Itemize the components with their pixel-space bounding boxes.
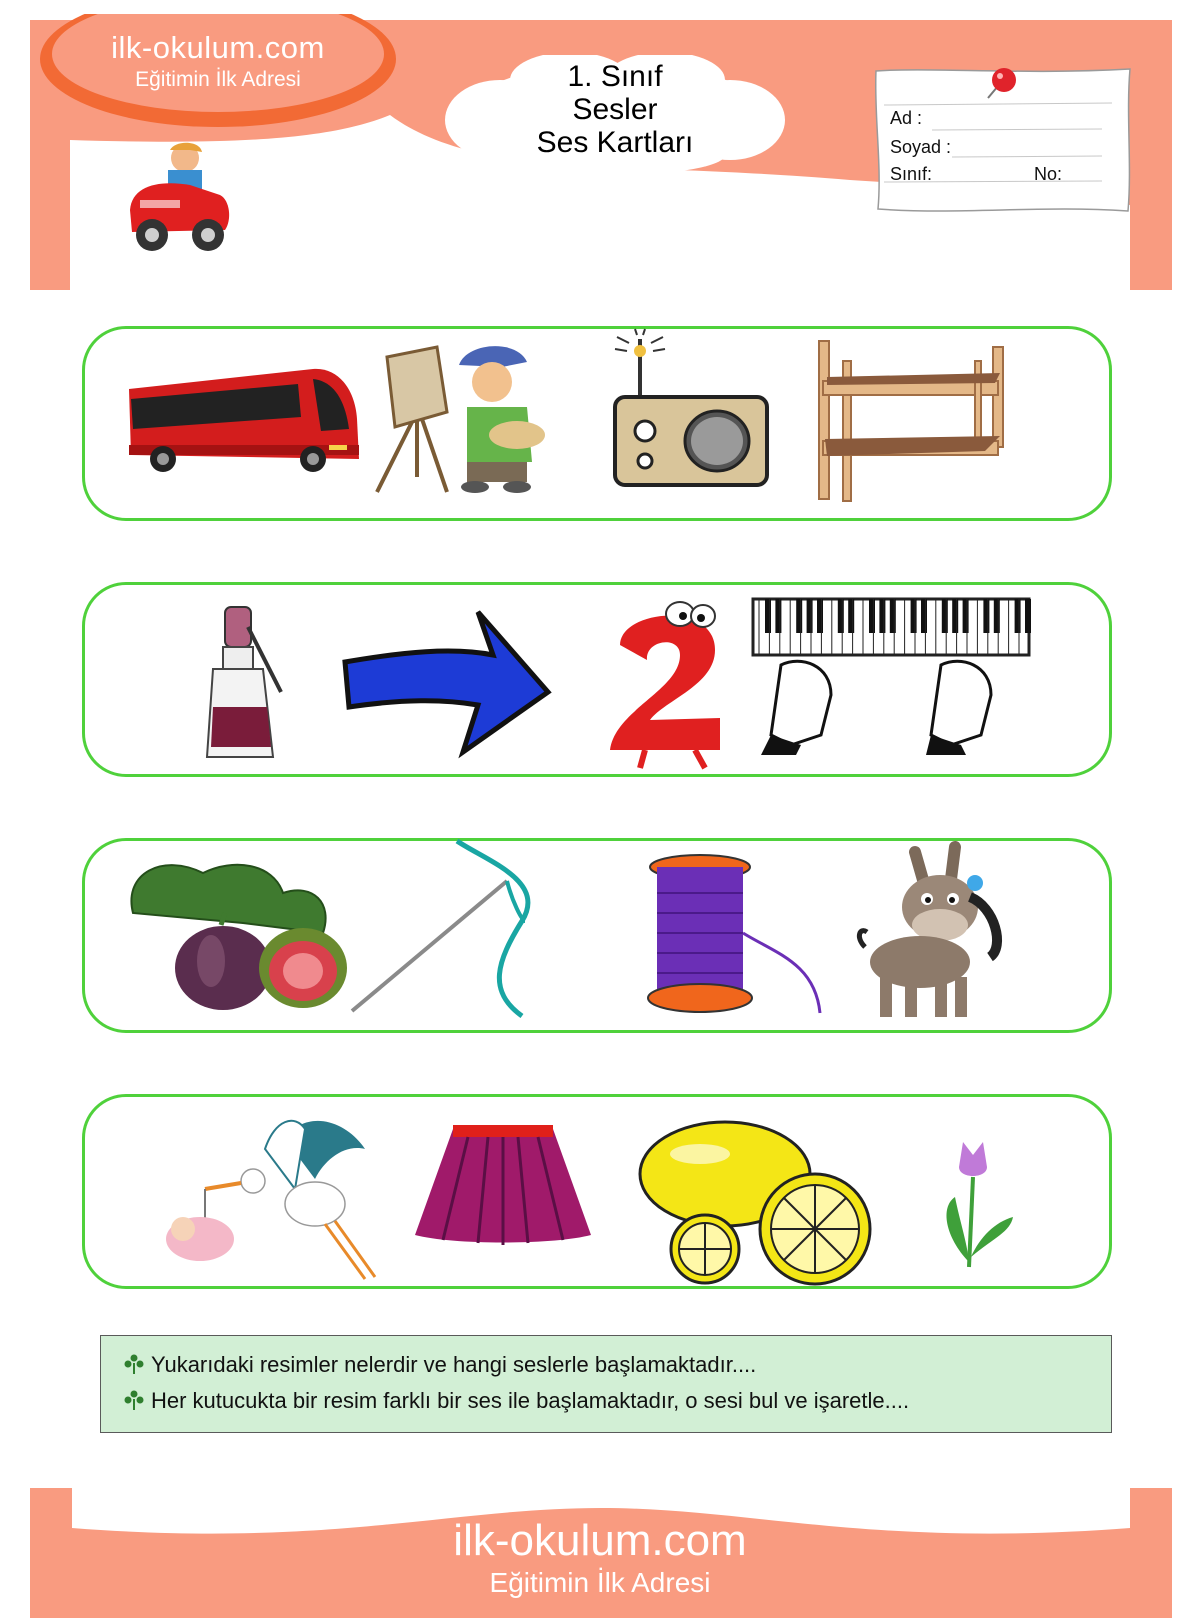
name-label: Ad : [890, 108, 923, 128]
stork-picture[interactable] [165, 1109, 385, 1289]
nail-polish-picture[interactable] [203, 607, 293, 772]
page-title [520, 60, 710, 159]
picture-card-row-3 [82, 838, 1112, 1033]
picture-card-row-4 [82, 1094, 1112, 1289]
title-line-1: 1. Sınıf [567, 60, 663, 93]
clover-bullet-icon [123, 1389, 145, 1411]
painter-picture[interactable] [367, 337, 557, 497]
thought-bubble-dots [230, 150, 380, 230]
surname-label: Soyad : [890, 137, 952, 157]
needle-picture[interactable] [347, 841, 557, 1021]
number-two-picture[interactable] [605, 600, 735, 770]
instruction-item-2 [123, 1388, 909, 1414]
footer-title[interactable]: ilk-okulum.com [453, 1516, 747, 1565]
donkey-picture[interactable] [855, 847, 1015, 1022]
title-line-3: Ses Kartları [536, 126, 694, 159]
instruction-item-1 [123, 1352, 756, 1378]
logo-subtitle: Eğitimin İlk Adresi [135, 68, 301, 91]
footer-subtitle: Eğitimin İlk Adresi [489, 1567, 711, 1598]
number-label: No: [1034, 164, 1063, 184]
bunk-bed-picture[interactable] [815, 341, 1015, 501]
bus-picture[interactable] [123, 359, 363, 479]
car-driver-icon [120, 140, 240, 260]
picture-card-row-1 [82, 326, 1112, 521]
lemon-picture[interactable] [640, 1119, 875, 1284]
instruction-text-2: Her kutucukta bir resim farklı bir ses ile başlamaktadır, o sesi bul ve işaretle.... [151, 1388, 910, 1413]
tulip-picture[interactable] [935, 1137, 1015, 1272]
arrow-picture[interactable] [343, 607, 553, 757]
fig-picture[interactable] [123, 853, 353, 1013]
clover-bullet-icon [123, 1353, 145, 1375]
instruction-text-1: Yukarıdaki resimler nelerdir ve hangi seslerle başlamaktadır.... [151, 1352, 757, 1377]
skirt-picture[interactable] [413, 1125, 593, 1265]
picture-card-row-2 [82, 582, 1112, 777]
logo-title[interactable]: ilk-okulum.com [111, 30, 325, 65]
title-line-2: Sesler [572, 93, 658, 126]
piano-picture[interactable] [751, 595, 1031, 755]
thread-spool-picture[interactable] [645, 853, 835, 1023]
push-pin-icon [982, 64, 1022, 104]
instructions-box [100, 1335, 1112, 1433]
class-label: Sınıf: [890, 164, 933, 184]
radio-picture[interactable] [605, 329, 775, 494]
